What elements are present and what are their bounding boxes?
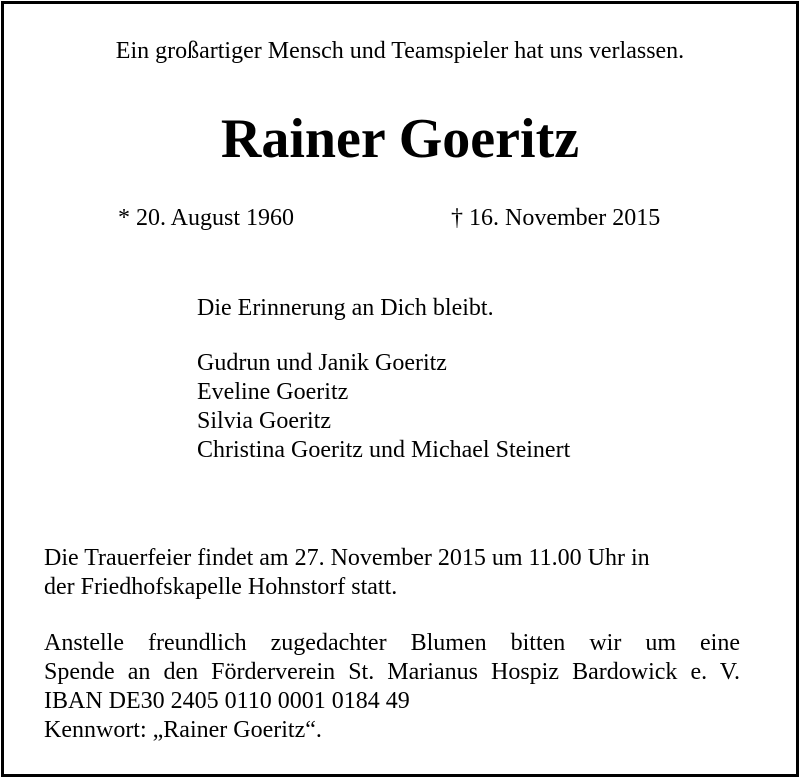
memory-quote: Die Erinnerung an Dich bleibt. xyxy=(197,295,494,321)
funeral-info xyxy=(44,544,740,602)
deceased-name: Rainer Goeritz xyxy=(220,108,580,170)
birth-date: * 20. August 1960 xyxy=(118,205,295,231)
death-date: † 16. November 2015 xyxy=(451,205,661,231)
keyword-line: Kennwort: „Rainer Goeritz“. xyxy=(44,717,322,743)
funeral-line: Die Trauerfeier findet am 27. November 2015 um 11.00 Uhr in xyxy=(44,545,650,571)
family-member: Gudrun und Janik Goeritz xyxy=(197,350,447,376)
iban-line: IBAN DE30 2405 0110 0001 0184 49 xyxy=(44,688,410,714)
donation-line: Spende an den Förderverein St. Marianus Hospiz Bardowick e. V. xyxy=(44,659,740,685)
obituary-notice xyxy=(1,1,799,777)
family-member: Christina Goeritz und Michael Steinert xyxy=(197,437,571,463)
family-list xyxy=(197,349,570,465)
family-member: Eveline Goeritz xyxy=(197,379,349,405)
donation-line: Anstelle freundlich zugedachter Blumen bitten wir um eine xyxy=(44,630,740,656)
donation-info xyxy=(44,629,740,745)
funeral-line: der Friedhofskapelle Hohnstorf statt. xyxy=(44,574,398,600)
family-member: Silvia Goeritz xyxy=(197,408,331,434)
intro-text: Ein großartiger Mensch und Teamspieler hat uns verlassen. xyxy=(115,38,685,64)
